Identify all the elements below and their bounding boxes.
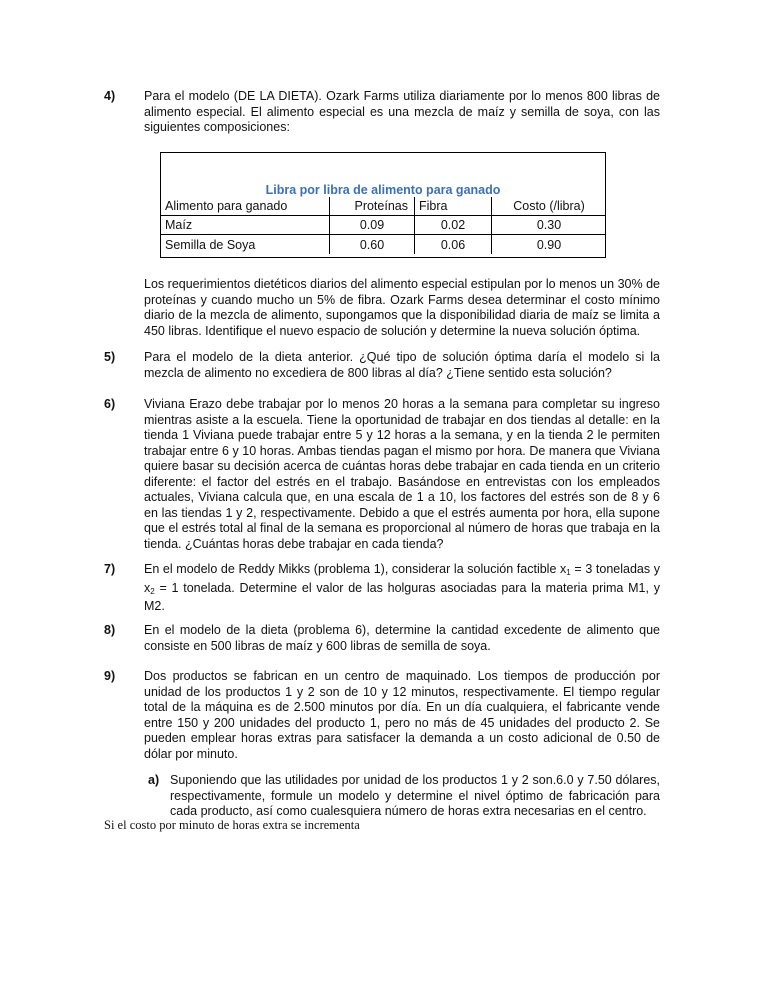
problem-9-text: Dos productos se fabrican en un centro de maquinado. Los tiempos de producción por unidad de los productos 1 y 2 son de 10 y 12 minutos, respectivamente. El tiempo regular total de la máquina es de 2.500 minutos por día. En un día cualquiera, el fabricante vende entre 150 y 200 unidades del producto 1, pero no más de 45 unidades del producto 2. Se pueden emplear horas extras para satisfacer la demanda a un costo adicional de 0.50 de dólar por minuto. bbox=[144, 669, 660, 761]
trailing-text-line: Si el costo por minuto de horas extra se incrementa bbox=[104, 818, 360, 832]
subscript: 1 bbox=[566, 568, 571, 577]
problem-number: 6) bbox=[104, 397, 116, 411]
table-cell: Semilla de Soya bbox=[161, 235, 330, 255]
problem-5-text: Para el modelo de la dieta anterior. ¿Qué tipo de solución óptima daría el modelo si la mezcla de alimento no excediera de 800 libras al día? ¿Tiene sentido esta solución? bbox=[144, 350, 660, 380]
problem-8-text: En el modelo de la dieta (problema 6), determine la cantidad excedente de alimento que consiste en 500 libras de maíz y 600 libras de semilla de soya. bbox=[144, 623, 660, 653]
problem-4 bbox=[104, 89, 660, 136]
problem-7 bbox=[104, 562, 660, 615]
table-row bbox=[161, 235, 606, 255]
text-fragment: En el modelo de Reddy Mikks (problema 1), considerar la solución factible x bbox=[144, 562, 567, 576]
problem-number: 5) bbox=[104, 350, 116, 364]
problem-5 bbox=[104, 350, 660, 381]
problem-number: 9) bbox=[104, 669, 116, 683]
table-cell: 0.06 bbox=[415, 235, 492, 255]
table-cell: 0.90 bbox=[492, 235, 607, 255]
problem-6-text: Viviana Erazo debe trabajar por lo menos 20 horas a la semana para completar su ingreso mientras asiste a la escuela. Tiene la oportunidad de trabajar en dos tiendas al detalle: en la tienda 1 Viviana puede trabajar entre 5 y 12 horas a la semana, y en la tienda 2 le permiten trabajar entre 6 y 10 horas. Ambas tiendas pagan el mismo por hora. De manera que Viviana quiere basar su decisión acerca de cuántas horas debe trabajar en cada tienda en un criterio diferente: el factor del estrés en el trabajo. Basándose en entrevistas con los empleados actuales, Viviana calcula que, en una escala de 1 a 10, los factores del estrés son de 8 y 6 en las tiendas 1 y 2, respectivamente. Debido a que el estrés aumenta por hora, ella supone que el estrés total al final de la semana es proporcional al número de horas que trabaja en la tienda. ¿Cuántas horas debe trabajar en cada tienda? bbox=[144, 397, 660, 551]
table-cell: 0.09 bbox=[330, 216, 415, 235]
text-fragment: = 3 toneladas y x bbox=[144, 562, 661, 595]
problem-number: 8) bbox=[104, 623, 116, 637]
table-title: Libra por libra de alimento para ganado bbox=[265, 183, 501, 197]
part-a-text: Suponiendo que las utilidades por unidad de los productos 1 y 2 son.6.0 y 7.50 dólares, respectivamente, formule un modelo y determine el nivel óptimo de fabricación para cada producto, así como cualesquiera número de horas extra necesarias en el centro. bbox=[170, 773, 660, 818]
composition-table-grid bbox=[161, 197, 606, 254]
problem-9-part-a bbox=[148, 773, 660, 820]
header-cell: Alimento para ganado bbox=[161, 197, 330, 216]
part-label: a) bbox=[148, 773, 160, 787]
subscript: 2 bbox=[150, 586, 155, 596]
problem-8 bbox=[104, 623, 660, 654]
header-cell: Proteínas bbox=[330, 197, 415, 216]
table-cell: 0.02 bbox=[415, 216, 492, 235]
header-cell: Costo (/libra) bbox=[492, 197, 607, 216]
table-cell: 0.60 bbox=[330, 235, 415, 255]
problem-7-text bbox=[144, 562, 660, 615]
problem-number: 4) bbox=[104, 89, 116, 103]
problem-6 bbox=[104, 397, 660, 552]
problem-number: 7) bbox=[104, 562, 116, 576]
table-header-row bbox=[161, 197, 606, 216]
header-cell: Fibra bbox=[415, 197, 492, 216]
composition-table bbox=[160, 152, 606, 258]
table-cell: 0.30 bbox=[492, 216, 607, 235]
table-cell: Maíz bbox=[161, 216, 330, 235]
problem-4-requirements: Los requerimientos dietéticos diarios del alimento especial estipulan por lo menos un 30% de proteínas y cuando mucho un 5% de fibra. Ozark Farms desea determinar el costo mínimo diario de la mezcla de alimento, supongamos que la disponibilidad diaria de maíz se limita a 450 libras. Identifique el nuevo espacio de solución y determine la nueva solución óptima. bbox=[144, 277, 660, 338]
table-row bbox=[161, 216, 606, 235]
problem-4-intro: Para el modelo (DE LA DIETA). Ozark Farms utiliza diariamente por lo menos 800 libras de alimento especial. El alimento especial es una mezcla de maíz y semilla de soya, con las siguientes composiciones: bbox=[144, 89, 660, 134]
text-fragment: = 1 tonelada. Determine el valor de las holguras asociadas para la materia prima M1, y M2. bbox=[144, 580, 660, 613]
problem-9 bbox=[104, 669, 660, 762]
problem-4-continuation bbox=[104, 277, 660, 339]
